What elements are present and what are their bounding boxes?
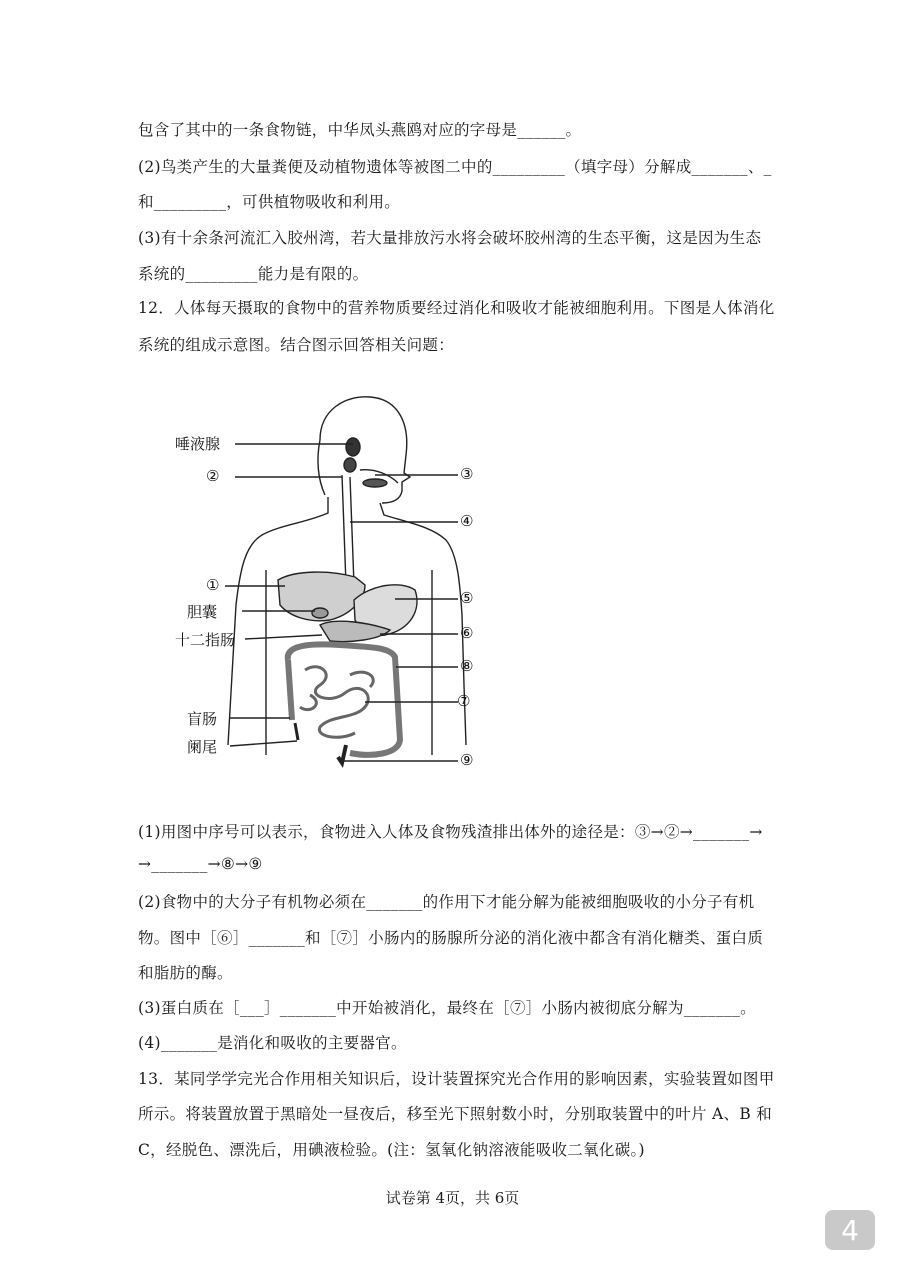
page-number-badge: 4 [825,1210,875,1250]
label-anus-9: ⑨ [460,751,474,769]
label-duodenum: 十二指肠 [175,631,236,649]
text-line: →_______→⑧→⑨ [138,855,263,873]
text-line: (3)有十余条河流汇入胶州湾，若大量排放污水将会破坏胶州湾的生态平衡，这是因为生态 [138,229,762,247]
label-esophagus-4: ④ [460,512,474,530]
text-line: 所示。将装置放置于黑暗处一昼夜后，移至光下照射数小时，分别取装置中的叶片 A、B 和 [138,1105,773,1123]
page-footer: 试卷第 4页，共 6页 [385,1189,520,1207]
label-pharynx-2: ② [206,467,220,485]
digestive-system-diagram [170,385,490,780]
text-line: (1)用图中序号可以表示，食物进入人体及食物残渣排出体外的途径是：③→②→_______→ [138,823,763,841]
label-stomach-5: ⑤ [460,589,474,607]
text-line: 12．人体每天摄取的食物中的营养物质要经过消化和吸收才能被细胞利用。下图是人体消化 [138,299,775,317]
text-line: (2)食物中的大分子有机物必须在_______的作用下才能分解为能被细胞吸收的小分子有机 [138,893,755,911]
label-mouth-3: ③ [460,465,474,483]
text-line: (2)鸟类产生的大量粪便及动植物遗体等被图二中的_________（填字母）分解成_______、_ [138,158,772,176]
text-line: (4)_______是消化和吸收的主要器官。 [138,1034,407,1052]
text-line: 和_________，可供植物吸收和利用。 [138,193,401,211]
label-small-intestine-7: ⑦ [457,692,471,710]
text-line: C，经脱色、漂洗后，用碘液检验。(注：氢氧化钠溶液能吸收二氧化碳。) [138,1141,645,1159]
text-line: 包含了其中的一条食物链，中华凤头燕鸥对应的字母是______。 [138,121,582,139]
text-line: 和脂肪的酶。 [138,964,233,982]
label-large-intestine-8: ⑧ [460,657,474,675]
text-line: 物。图中［⑥］_______和［⑦］小肠内的肠腺所分泌的消化液中都含有消化糖类、蛋白质 [138,929,764,947]
label-cecum: 盲肠 [187,710,218,728]
text-line: (3)蛋白质在［___］_______中开始被消化，最终在［⑦］小肠内被彻底分解为_______。 [138,999,756,1017]
text-line: 13．某同学学完光合作用相关知识后，设计装置探究光合作用的影响因素，实验装置如图甲 [138,1070,775,1088]
label-salivary-gland: 唾液腺 [175,435,221,453]
label-gallbladder: 胆囊 [187,603,218,621]
label-liver-1: ① [206,576,220,594]
text-line: 系统的组成示意图。结合图示回答相关问题： [138,336,455,354]
text-line: 系统的_________能力是有限的。 [138,265,369,283]
label-appendix: 阑尾 [187,738,218,756]
label-pancreas-6: ⑥ [460,624,474,642]
